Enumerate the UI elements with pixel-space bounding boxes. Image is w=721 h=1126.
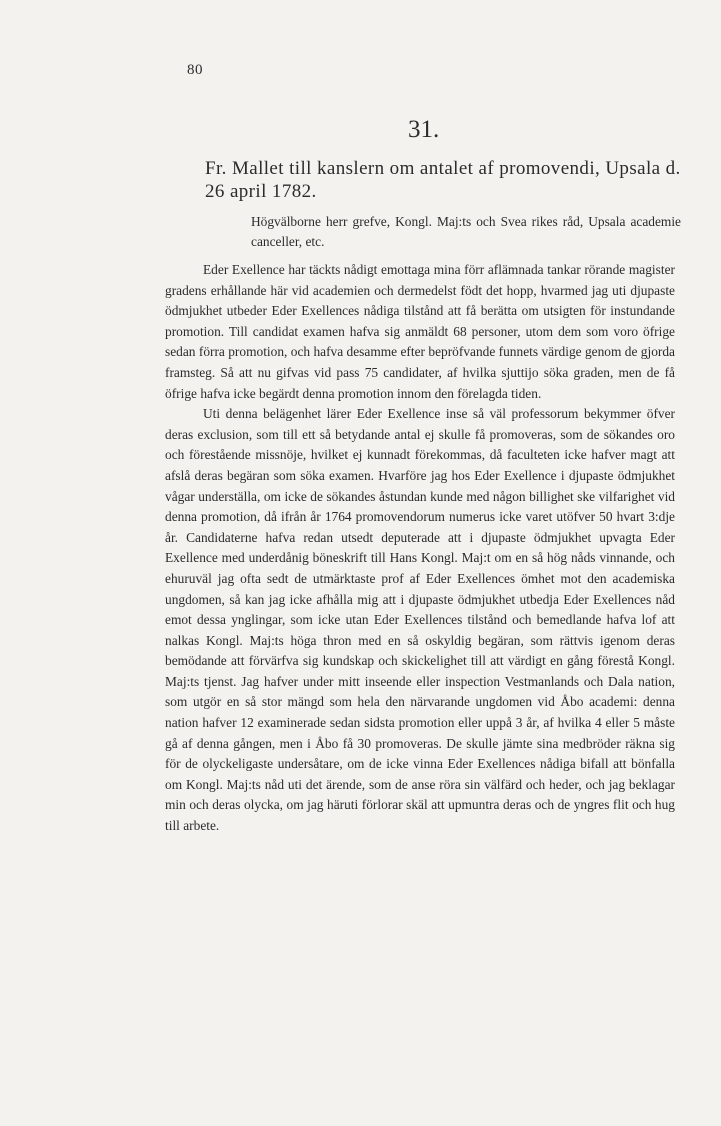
salutation: Högvälborne herr grefve, Kongl. Maj:ts och Svea rikes råd, Upsala academie canceller, etc. (251, 214, 681, 249)
document-title: Fr. Mallet till kanslern om antalet af promovendi, Upsala d. 26 april 1782. (205, 158, 681, 202)
document-number: 31. (408, 116, 440, 143)
paragraph: Uti denna belägenhet lärer Eder Exellence inse så väl professorum bekymmer öfver deras exclusion, som till ett så betydande antal ej skulle få promoveras, som de sökandes oro och förestående missnöje, hvilket ej kunnadt förekommas, då faculteten icke hafver magt att afslå deras begäran som söka examen. Hvarföre jag hos Eder Exellence i djupaste ödmjukhet vågar underställa, om icke de sökandes åstundan kunde med någon billighet ske vilfarighet vid denna promotion, då ifrån år 1764 promovendorum numerus icke varet utöfver 50 hvart 3:dje år. Candidaterne hafva redan utsedt deputerade att i djupaste ödmjukhet upvagta Eder Exellence med underdånig böneskrift till Hans Kongl. Maj:t om en så hög nåds vinnande, och ehuruväl jag ofta sedt de utmärktaste prof af Eder Exellences ömhet mot den academiska ungdomen, så kan jag icke afhålla mig att i djupaste ödmjukhet utbedja Eder Exellences nåd emot dessa ynglingar, som icke utan Eder Exellences tilstånd och bemedlande hafva lof att nalkas Kongl. Maj:ts höga thron med en så oskyldig begäran, som rättvis igenom deras bemödande att förvärfva sig kundskap och skickelighet till att värdigt en gång förestå Kongl. Maj:ts tjenst. Jag hafver under mitt inseende eller inspection Vestmanlands och Dala nation, som utgör en så stor mängd som hela den närvarande ungdomen vid Åbo academi: denna nation hafver 12 examinerade sedan sidsta promotion eller uppå 3 år, af hvilka 4 eller 5 måste gå af denna gången, men i Åbo få 30 promoveras. De skulle jämte sina medbröder räkna sig för de olyckeligaste undersåtare, om de icke vinna Eder Exellences nådiga bifall att bönfalla om Kongl. Maj:ts nåd uti det ärende, som de anse röra sin välfärd och heder, och jag beklagar min och deras olycka, om jag häruti förlorar skäl att upmuntra deras och de yngres flit och hug till arbete. (165, 406, 675, 834)
paragraph: Eder Exellence har täckts nådigt emottaga mina förr aflämnada tankar rörande magister gradens erhållande här vid academien och dermedelst födt det hopp, hvarmed jag uti djupaste ödmjukhet utbeder Eder Exellences nådiga tilstånd att få berätta om utsigten för instundande promotion. Till candidat examen hafva sig anmäldt 68 personer, utom dem som voro öfrige sedan förra promotion, och hafva desamme efter bepröfvande funnets värdige genom de gjorda framsteg. Så att nu gifvas vid pass 75 candidater, af hvilka sjuttijo söka graden, men de få öfrige hafva icke begärdt denna promotion innom den förelagda tiden. (165, 262, 675, 401)
letter-body (165, 260, 675, 837)
page-number: 80 (187, 62, 203, 78)
